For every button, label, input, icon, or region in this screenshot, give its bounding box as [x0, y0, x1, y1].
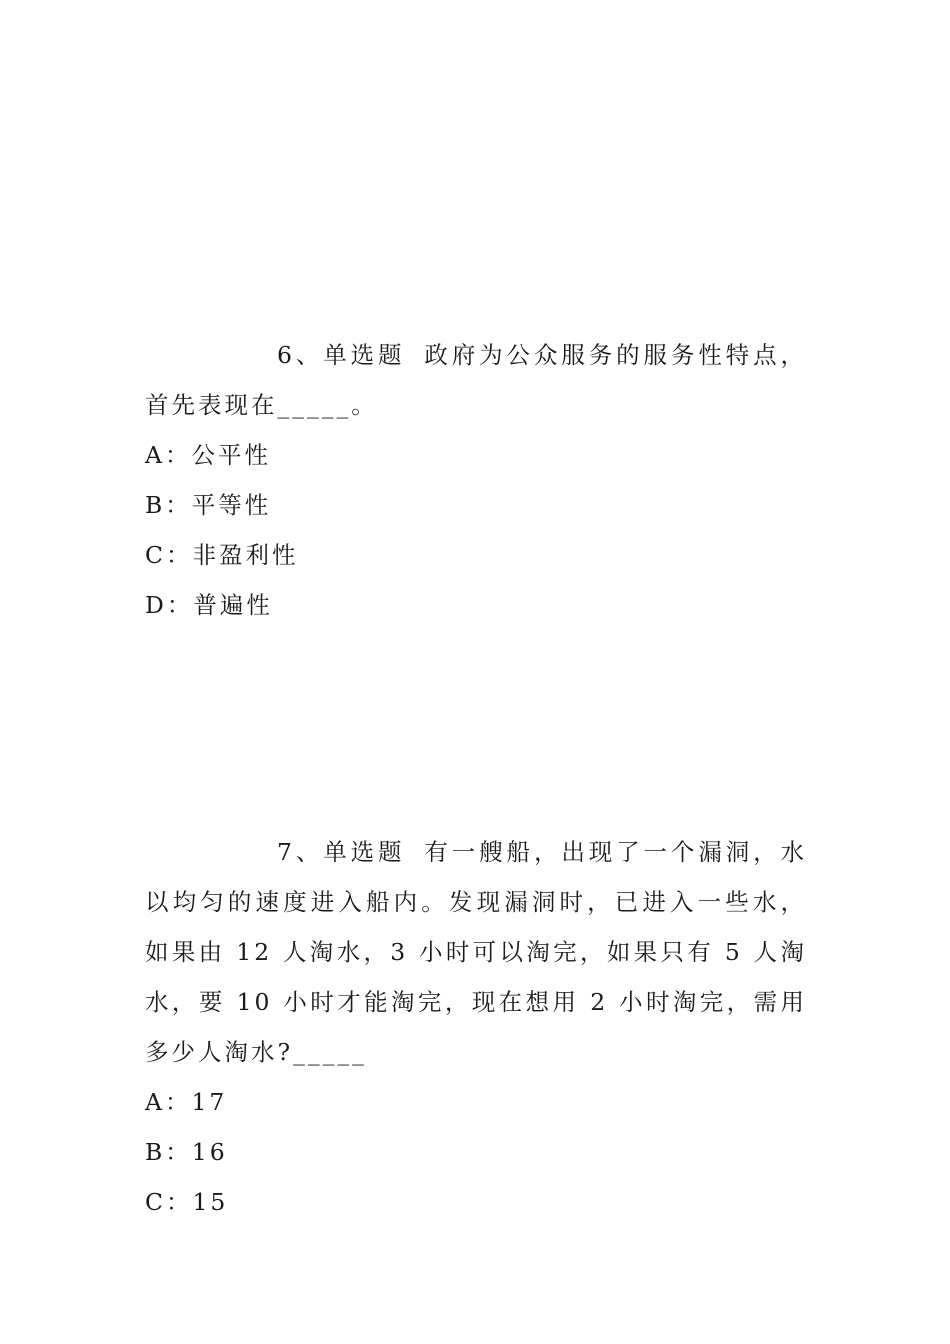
question-text: 政府为公众服务的服务性特点，首先表现在_____。: [145, 341, 808, 419]
question-number: 7、: [277, 838, 324, 866]
question-stem: [145, 330, 807, 430]
option-a: A：17: [145, 1088, 228, 1116]
question-number: 6、: [277, 341, 324, 369]
option-b: B：16: [145, 1138, 228, 1166]
question-text: 有一艘船，出现了一个漏洞，水以均匀的速度进入船内。发现漏洞时，已进入一些水，如果由 12 人淘水，3 小时可以淘完，如果只有 5 人淘水，要 10 小时才能淘完，现在想用 2 小时淘完，需用多少人淘水?_____: [145, 838, 808, 1066]
question-type: 单选题: [323, 341, 406, 369]
question-7: [145, 827, 807, 1227]
option-d: D：普遍性: [145, 591, 273, 619]
question-type: 单选题: [323, 838, 406, 866]
option-a: A：公平性: [145, 441, 271, 469]
option-c: C：非盈利性: [145, 541, 299, 569]
option-c: C：15: [145, 1188, 229, 1216]
question-stem: [145, 827, 807, 1077]
question-6: [145, 330, 807, 630]
option-b: B：平等性: [145, 491, 272, 519]
